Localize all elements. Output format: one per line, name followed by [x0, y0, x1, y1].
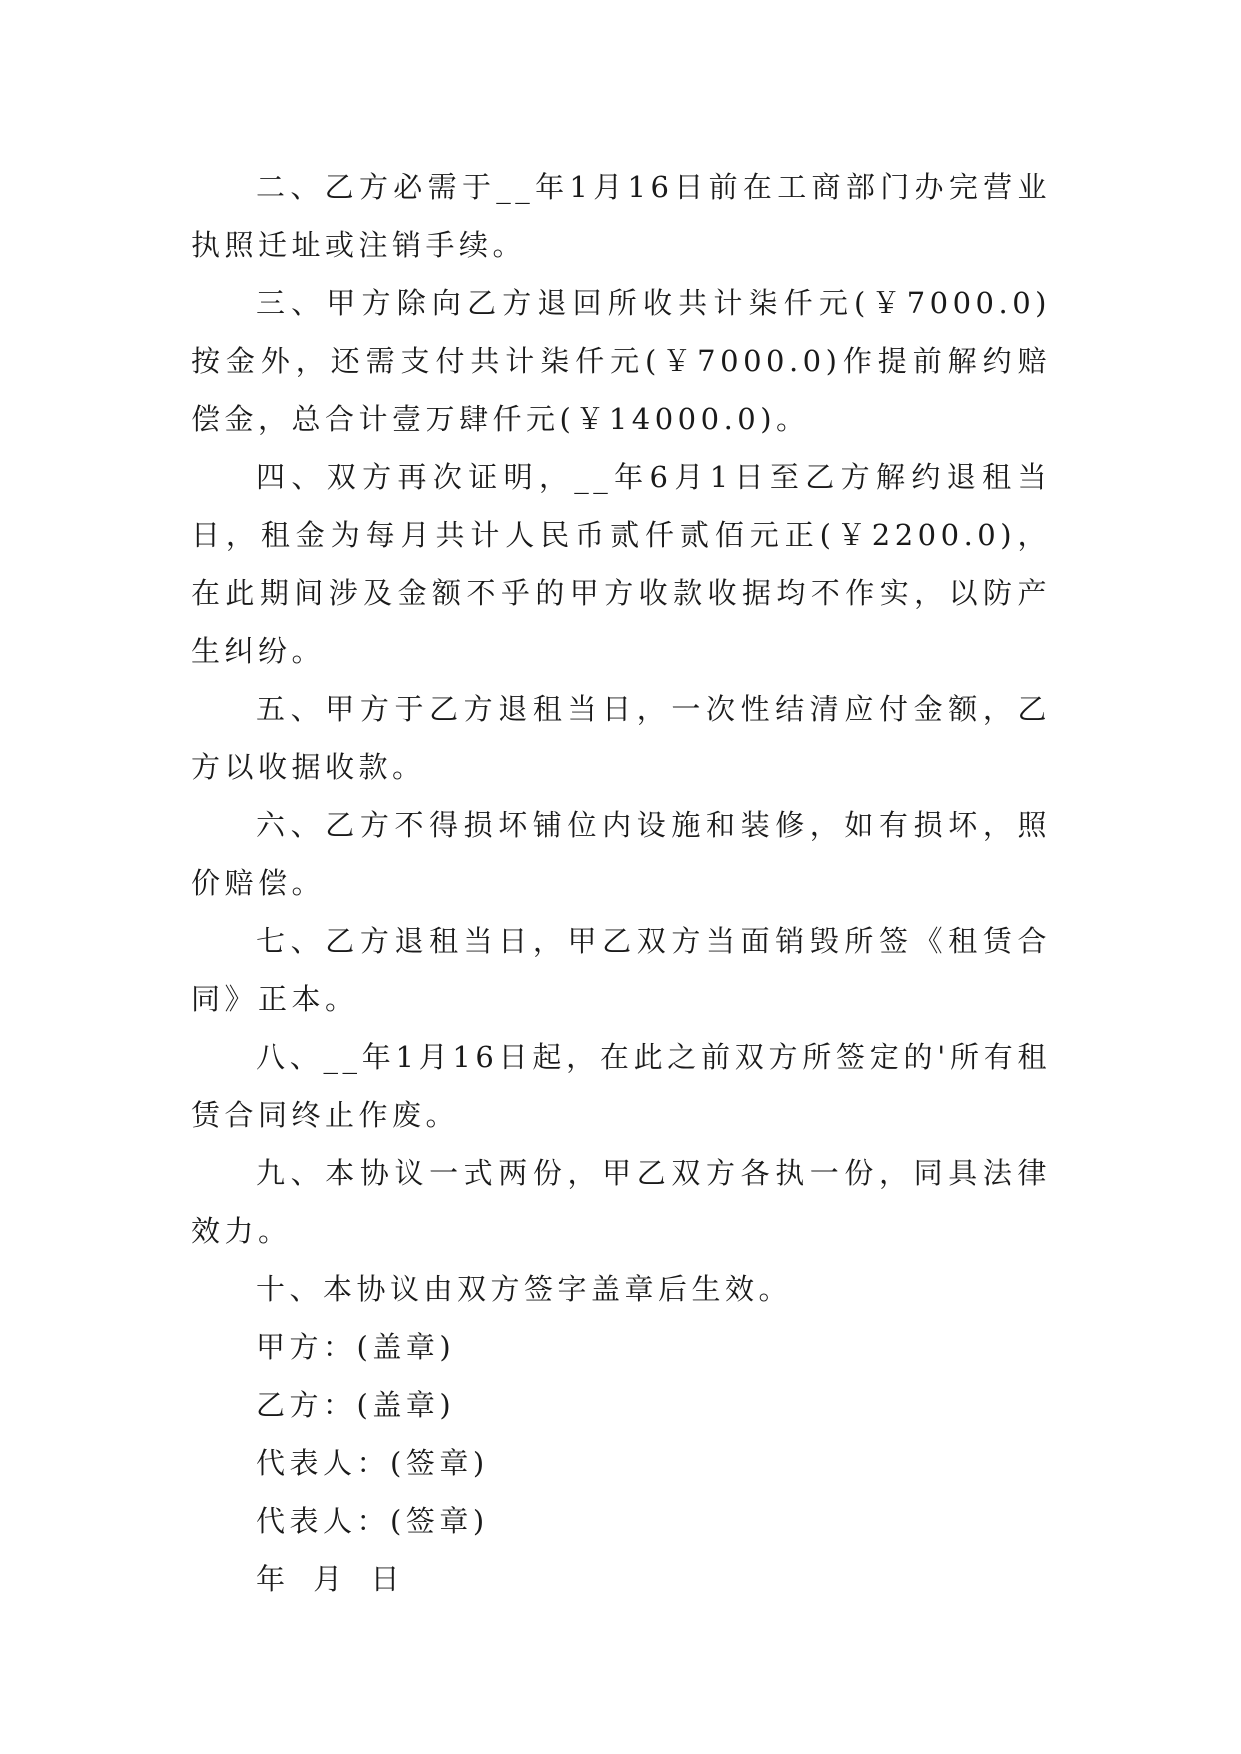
signing-date	[191, 1550, 1051, 1608]
clause-6: 六、乙方不得损坏铺位内设施和装修，如有损坏，照价赔偿。	[191, 808, 1051, 900]
clause-4: 四、双方再次证明，__年6月1日至乙方解约退租当日，租金为每月共计人民币贰仟贰佰元正(￥2200.0)，在此期间涉及金额不乎的甲方收款收据均不作实，以防产生纠纷。	[191, 460, 1051, 668]
clause-8: 八、__年1月16日起，在此之前双方所签定的'所有租赁合同终止作废。	[191, 1040, 1051, 1132]
date-year: 年	[256, 1562, 290, 1596]
party-a-seal: 甲方：(盖章)	[256, 1330, 456, 1364]
document-body	[191, 158, 1051, 1608]
clause-10: 十、本协议由双方签字盖章后生效。	[256, 1272, 793, 1306]
date-month: 月	[313, 1562, 347, 1596]
signature-block	[191, 1318, 1051, 1608]
clause-9: 九、本协议一式两份，甲乙双方各执一份，同具法律效力。	[191, 1156, 1051, 1248]
representative-b-sign: 代表人：(签章)	[256, 1504, 489, 1538]
clause-3: 三、甲方除向乙方退回所收共计柒仟元(￥7000.0)按金外，还需支付共计柒仟元(￥7000.0)作提前解约赔偿金，总合计壹万肆仟元(￥14000.0)。	[191, 286, 1051, 436]
clause-5: 五、甲方于乙方退租当日，一次性结清应付金额，乙方以收据收款。	[191, 692, 1051, 784]
clause-2: 二、乙方必需于__年1月16日前在工商部门办完营业执照迁址或注销手续。	[191, 170, 1051, 262]
representative-a-sign: 代表人：(签章)	[256, 1446, 489, 1480]
party-b-seal: 乙方：(盖章)	[256, 1388, 456, 1422]
date-day: 日	[370, 1562, 404, 1596]
clause-7: 七、乙方退租当日，甲乙双方当面销毁所签《租赁合同》正本。	[191, 924, 1051, 1016]
